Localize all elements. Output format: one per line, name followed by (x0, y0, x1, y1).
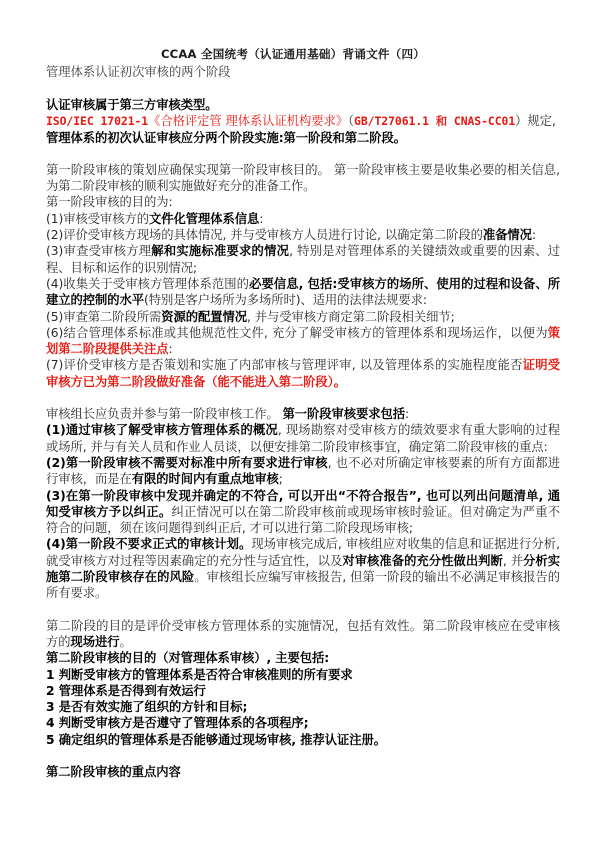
bold-run: 对审核准备的充分性做出判断 (342, 553, 503, 568)
document-subtitle: 管理体系认证初次审核的两个阶段 (46, 65, 231, 79)
line-req-4 (46, 536, 560, 601)
bold-run: (1)通过审核了解受审核方管理体系的概况 (46, 423, 278, 438)
text-run: (6)结合管理体系标准或其他规范性文件, 充分了解受审核方的管理体系和现场运作，以便为 (46, 325, 548, 340)
line-purpose-6 (46, 325, 560, 358)
red-code-run: GB/T27061.1 和 CNAS-CC01 (354, 114, 516, 129)
bold-run: 4 判断受审核方是否遵守了管理体系的各项程序; (46, 716, 309, 731)
text-run: : (405, 407, 410, 422)
line-leader-role (46, 406, 560, 422)
line-purpose-5 (46, 309, 560, 325)
bold-run: 现场进行 (70, 634, 120, 649)
text-run: （ (347, 114, 355, 129)
bold-run: 必要信息, 包括:受审核方的场所、使用的过程和设备、所建立的控制的水平 (46, 276, 560, 308)
line-req-3 (46, 488, 560, 537)
bold-run: 2 管理体系是否得到有效运行 (46, 683, 206, 698)
text-run: 纠正情况可以在第二阶段审核前或现场审核时验证。但对确定为严重不符合的问题，须在该问题得到纠正后, 才可以进行第二阶段现场审核; (46, 504, 560, 536)
line-stage2-item-4 (46, 715, 560, 731)
red-bold-run: 策划第二阶段提供关注点 (46, 325, 560, 357)
text-run: 第一阶段审核的策划应确保实现第一阶段审核目的。 第一阶段审核主要是收集必要的相关信息, 为第二阶段审核的顺利实施做好充分的准备工作。 (46, 162, 560, 194)
bold-run: 文件化管理体系信息 (149, 211, 260, 226)
text-run: 。审核组长应编写审核报告, 但第一阶段的输出不必满足审核报告的所有要求。 (46, 570, 560, 601)
text-run: : (531, 228, 536, 243)
line-stage1-plan (46, 162, 560, 195)
bold-run: 解和实施标准要求的情况 (151, 244, 290, 259)
text-run: (3)审查受审核方理 (46, 244, 152, 259)
line-stage2-purpose (46, 618, 560, 651)
text-run: (4)收集关于受审核方管理体系范围的 (46, 276, 250, 291)
section-stage-two (46, 618, 560, 748)
bold-run: (3)在第一阶段审核中发现并确定的不符合, 可以开出“不符合报告”, 也可以列出问题清单, 通知受审核方予以纠正。 (46, 488, 560, 519)
line-req-1 (46, 422, 560, 455)
text-run: 第二阶段的目的是评价受审核方管理体系的实施情况，包括有效性。第二阶段审核应在受审核方的 (46, 618, 560, 649)
bold-run: 1 判断受审核方的管理体系是否符合审核准则的所有要求 (46, 667, 353, 682)
bold-run: (4)第一阶段不要求正式的审核计划。 (46, 537, 252, 552)
text-run: (1)审核受审核方的 (46, 211, 149, 226)
bold-run: 第二阶段审核的目的（对管理体系审核）, 主要包括: (46, 651, 330, 666)
bold-run: 准备情况 (482, 228, 532, 243)
line-purpose-7 (46, 357, 560, 390)
bold-run: 管理体系的初次认证审核应分两个阶段实施:第一阶段和第二阶段。 (46, 130, 407, 145)
line-stage2-head (46, 650, 560, 666)
line-cert-type (46, 97, 560, 113)
bold-run: 资源的配置情况 (161, 309, 247, 324)
line-purpose-4 (46, 276, 560, 309)
section-spacer (46, 602, 560, 618)
bold-run: 第二阶段审核的重点内容 (46, 764, 181, 779)
section-spacer (46, 748, 560, 764)
line-stage2-item-1 (46, 667, 560, 683)
section-spacer (46, 146, 560, 162)
text-run: , 并 (502, 553, 524, 568)
text-run: ）规定, (515, 114, 556, 129)
line-stage1-purpose-head (46, 194, 560, 210)
section-spacer (46, 81, 560, 97)
line-purpose-1 (46, 211, 560, 227)
document-body (46, 81, 560, 780)
line-stage2-item-2 (46, 683, 560, 699)
bold-run: 5 确定组织的管理体系是否能够通过现场审核, 推荐认证注册。 (46, 732, 387, 747)
section-stage-one-planning (46, 162, 560, 390)
line-purpose-2 (46, 227, 560, 243)
text-run: , 现场勘察对受审核方的绩效要求有重大影响的过程或场所, 并与有关人员和作业人员谈，以便安排第二阶段审核事宜，确定第二阶段审核的重点: (46, 423, 560, 454)
text-run: 现场审核完成后, 审核组应对收集的信息和证据进行分析, 就受审核方对过程等因素确定的充分性与适宜性，以及 (46, 537, 560, 568)
text-run: 第一阶段审核的目的为: (46, 195, 173, 210)
red-code-run: ISO/IEC 17021-1 (46, 114, 149, 129)
text-run: (2)评价受审核方现场的具体情况, 并与受审核方人员进行讨论, 以确定第二阶段的 (46, 228, 483, 243)
line-purpose-3 (46, 243, 560, 276)
text-run: ; (278, 472, 283, 487)
red-bold-run: 证明受审核方已为第二阶段做好准备（能不能进入第二阶段）。 (46, 358, 560, 389)
red-run: 《合格评定管 理体系认证机构要求》 (148, 114, 348, 129)
line-iso-standard (46, 113, 560, 129)
section-cert-audit-type (46, 97, 560, 146)
text-run: 审核组长应负责并参与第一阶段审核工作。 (46, 407, 283, 422)
text-run: (7)评价受审核方是否策划和实施了内部审核与管理评审, 以及管理体系的实施程度能否 (46, 358, 523, 373)
line-two-stages (46, 130, 560, 146)
bold-run: (2)第一阶段审核不需要对标准中所有要求进行审核 (46, 455, 328, 470)
bold-run: 3 是否有效实施了组织的方针和目标; (46, 700, 248, 715)
text-run: (特别是客户场所为多场所时)、适用的法律法规要求: (143, 293, 428, 308)
line-stage2-item-3 (46, 699, 560, 715)
section-stage-two-focus (46, 764, 560, 780)
bold-run: 认证审核属于第三方审核类型。 (46, 98, 218, 112)
text-run: , 也不必对所确定审核要素的所有方面都进行审核，而是在 (46, 455, 560, 487)
bold-run: 第一阶段审核要求包括 (282, 407, 406, 422)
line-req-2 (46, 455, 560, 488)
bold-run: 分析实施第二阶段审核存在的风险 (46, 553, 560, 585)
text-run: (5)审查第二阶段所需 (46, 309, 162, 324)
text-run: , 特别是对管理体系的关键绩效或重要的因素、过程、目标和运作的识别情况; (46, 244, 561, 275)
text-run: , 并与受审核方商定第二阶段相关细节; (246, 309, 455, 324)
text-run: : (168, 342, 173, 357)
line-stage2-item-5 (46, 732, 560, 748)
page-title: CCAA 全国统考（认证通用基础）背诵文件（四） (160, 47, 426, 61)
text-run: : (259, 211, 264, 226)
line-stage2-focus-head (46, 764, 560, 780)
bold-run: 有限的时间内有重点地审核 (131, 472, 279, 487)
text-run: 。 (119, 634, 132, 649)
section-spacer (46, 390, 560, 406)
section-stage-one-requirements (46, 406, 560, 602)
